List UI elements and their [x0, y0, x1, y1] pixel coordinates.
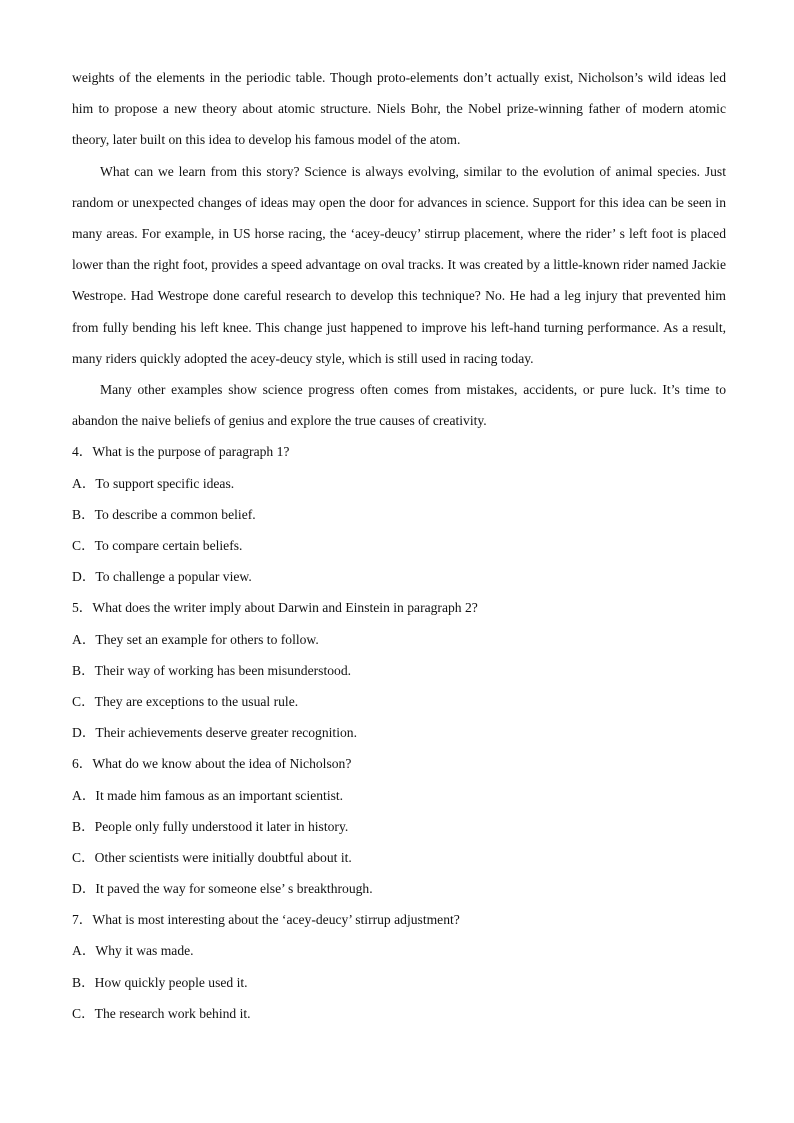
answer-option — [72, 842, 726, 873]
question-text: What is most interesting about the ‘acey-deucy’ stirrup adjustment? — [92, 912, 460, 928]
option-text: Other scientists were initially doubtful about it. — [94, 849, 352, 865]
answer-option — [72, 717, 726, 748]
answer-option — [72, 624, 726, 655]
passage-paragraph: Many other examples show science progress often comes from mistakes, accidents, or pure luck. It’s time to abandon the naive beliefs of genius and explore the true causes of creativity. — [72, 382, 726, 429]
option-text: To describe a common belief. — [94, 506, 256, 522]
question-text: What do we know about the idea of Nicholson? — [92, 756, 352, 772]
question-number: 5． — [72, 600, 93, 616]
option-text: Their achievements deserve greater recognition. — [95, 725, 357, 741]
answer-option — [72, 935, 726, 966]
option-letter: B． — [72, 506, 95, 522]
option-text: Why it was made. — [95, 943, 194, 959]
answer-option — [72, 686, 726, 717]
option-letter: A． — [72, 787, 96, 803]
question-block — [72, 904, 726, 1029]
question-number: 4． — [72, 444, 93, 460]
option-text: Their way of working has been misunderstood. — [94, 662, 352, 678]
answer-option — [72, 998, 726, 1029]
question-stem — [72, 904, 726, 935]
option-letter: D． — [72, 725, 96, 741]
option-letter: A． — [72, 475, 96, 491]
question-stem — [72, 748, 726, 779]
option-letter: A． — [72, 943, 96, 959]
question-text: What does the writer imply about Darwin and Einstein in paragraph 2? — [92, 600, 478, 616]
option-letter: A． — [72, 631, 96, 647]
option-letter: B． — [72, 974, 95, 990]
option-letter: D． — [72, 881, 96, 897]
option-text: The research work behind it. — [94, 1005, 251, 1021]
option-letter: C． — [72, 1005, 95, 1021]
passage-paragraph: What can we learn from this story? Science is always evolving, similar to the evolution of animal species. Just random or unexpected changes of ideas may open the door for advances in science. Support for this idea can be seen in many areas. For example, in US horse racing, the ‘acey-deucy’ stirrup placement, where the rider’ s left foot is placed lower than the right foot, provides a speed advantage on oval tracks. It was created by a little-known rider named Jackie Westrope. Had Westrope done careful research to develop this technique? No. He had a leg injury that prevented him from fully bending his left knee. This change just happened to improve his left-hand turning performance. As a result, many riders quickly adopted the acey-deucy style, which is still used in racing today. — [72, 163, 726, 366]
answer-option — [72, 967, 726, 998]
answer-option — [72, 811, 726, 842]
answer-option — [72, 780, 726, 811]
answer-option — [72, 468, 726, 499]
question-number: 6． — [72, 756, 93, 772]
question-block — [72, 436, 726, 592]
option-text: They are exceptions to the usual rule. — [94, 693, 299, 709]
option-text: To challenge a popular view. — [95, 569, 252, 585]
option-text: It paved the way for someone else’ s breakthrough. — [95, 881, 373, 897]
passage-paragraph: weights of the elements in the periodic table. Though proto-elements don’t actually exist, Nicholson’s wild ideas led him to propose a new theory about atomic structure. Niels Bohr, the Nobel prize-winning father of modern atomic theory, later built on this idea to develop his famous model of the atom. — [72, 70, 726, 148]
option-text: How quickly people used it. — [94, 974, 248, 990]
question-number: 7． — [72, 912, 93, 928]
question-block — [72, 748, 726, 904]
option-letter: C． — [72, 693, 95, 709]
option-text: People only fully understood it later in history. — [94, 818, 349, 834]
document-page — [72, 62, 726, 1029]
option-letter: B． — [72, 662, 95, 678]
question-block — [72, 592, 726, 748]
option-letter: C． — [72, 849, 95, 865]
option-text: To support specific ideas. — [95, 475, 235, 491]
option-letter: B． — [72, 818, 95, 834]
option-letter: D． — [72, 569, 96, 585]
answer-option — [72, 499, 726, 530]
answer-option — [72, 561, 726, 592]
answer-option — [72, 873, 726, 904]
question-text: What is the purpose of paragraph 1? — [92, 444, 290, 460]
option-letter: C． — [72, 538, 95, 553]
question-stem — [72, 436, 726, 467]
option-text: To compare certain beliefs. — [94, 538, 243, 553]
question-stem — [72, 592, 726, 623]
option-text: It made him famous as an important scientist. — [95, 787, 344, 803]
answer-option — [72, 655, 726, 686]
answer-option — [72, 530, 726, 561]
option-text: They set an example for others to follow. — [95, 631, 319, 647]
